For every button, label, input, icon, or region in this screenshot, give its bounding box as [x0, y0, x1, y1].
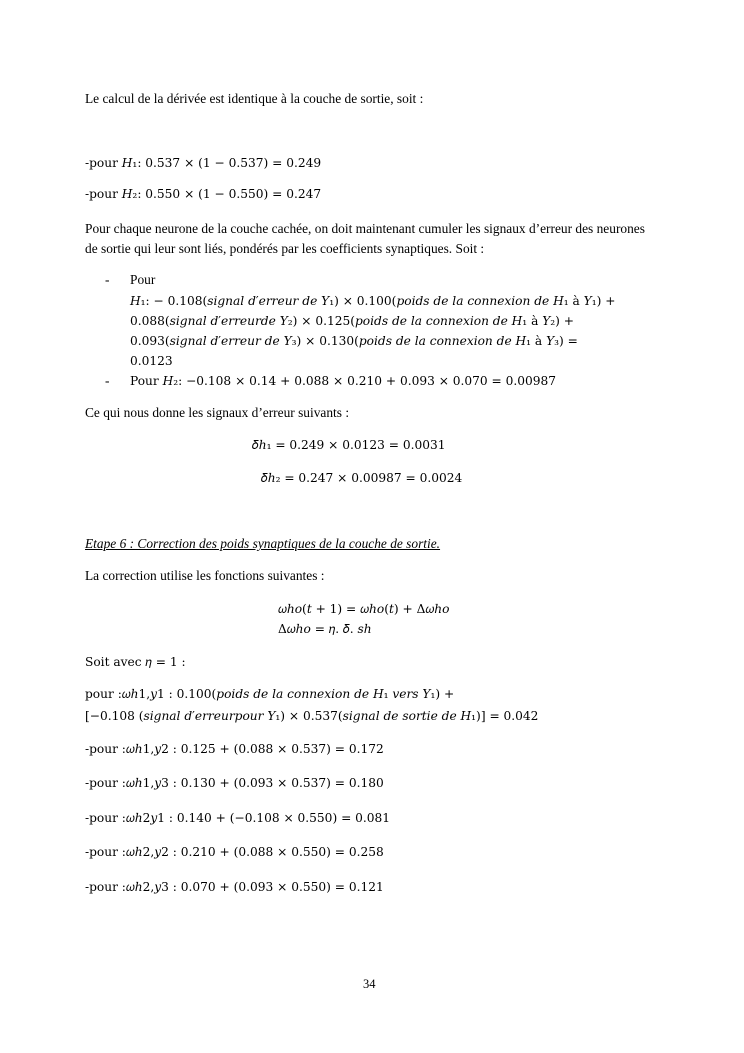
bullet-marker: - [105, 272, 110, 287]
formula-weight-update: 𝜔ℎ𝑜(𝑡 + 1) = 𝜔ℎ𝑜(𝑡) + Δ𝜔ℎ𝑜 [278, 602, 450, 616]
bullet-h1-line5: 0.0123 [130, 354, 173, 368]
weight-h1-y3: -pour :𝜔ℎ1,𝑦3 : 0.130 + (0.093 × 0.537) = 0.180 [85, 776, 384, 790]
formula-delta-weight: Δ𝜔ℎ𝑜 = 𝜂. 𝛿. 𝑠ℎ [278, 622, 372, 636]
weight-h2-y2: -pour :𝜔ℎ2,𝑦2 : 0.210 + (0.088 × 0.550) = 0.258 [85, 845, 384, 859]
signals-intro: Ce qui nous donne les signaux d’erreur suivants : [85, 405, 350, 420]
step-heading: Etape 6 : Correction des poids synaptiques de la couche de sortie. [85, 536, 441, 551]
correction-intro: La correction utilise les fonctions suivantes : [85, 568, 325, 583]
bullet-h1-line1: Pour [130, 272, 156, 287]
weight-h1-y2: -pour :𝜔ℎ1,𝑦2 : 0.125 + (0.088 × 0.537) = 0.172 [85, 742, 384, 756]
weight-h2-y3: -pour :𝜔ℎ2,𝑦3 : 0.070 + (0.093 × 0.550) = 0.121 [85, 880, 384, 894]
intro-text: Le calcul de la dérivée est identique à la couche de sortie, soit : [85, 91, 424, 106]
bullet-h2: Pour 𝐻₂: −0.108 × 0.14 + 0.088 × 0.210 + 0.093 × 0.070 = 0.00987 [130, 374, 557, 388]
delta-h2: 𝛿ℎ₂ = 0.247 × 0.00987 = 0.0024 [261, 471, 463, 485]
bullet-h1-line4: 0.093(𝑠𝑖𝑔𝑛𝑎𝑙 𝑑′𝑒𝑟𝑟𝑒𝑢𝑟 𝑑𝑒 𝑌₃) × 0.130(𝑝𝑜𝑖𝑑𝑠 𝑑𝑒 𝑙𝑎 𝑐𝑜𝑛𝑛𝑒𝑥𝑖𝑜𝑛 𝑑𝑒 𝐻₁ à 𝑌₃) = [130, 334, 578, 348]
weight-h2-y1: -pour :𝜔ℎ2𝑦1 : 0.140 + (−0.108 × 0.550) = 0.081 [85, 811, 391, 825]
bullet-h1-line2: 𝐻₁: − 0.108(𝑠𝑖𝑔𝑛𝑎𝑙 𝑑′𝑒𝑟𝑟𝑒𝑢𝑟 𝑑𝑒 𝑌₁) × 0.100(𝑝𝑜𝑖𝑑𝑠 𝑑𝑒 𝑙𝑎 𝑐𝑜𝑛𝑛𝑒𝑥𝑖𝑜𝑛 𝑑𝑒 𝐻₁ à 𝑌₁) + [130, 294, 616, 308]
page-number: 34 [363, 977, 376, 991]
bullet-h1-line3: 0.088(𝑠𝑖𝑔𝑛𝑎𝑙 𝑑′𝑒𝑟𝑟𝑒𝑢𝑟𝑑𝑒 𝑌₂) × 0.125(𝑝𝑜𝑖𝑑𝑠 𝑑𝑒 𝑙𝑎 𝑐𝑜𝑛𝑛𝑒𝑥𝑖𝑜𝑛 𝑑𝑒 𝐻₁ à 𝑌₂) + [130, 314, 574, 328]
derivative-h2: -pour 𝐻₂: 0.550 × (1 − 0.550) = 0.247 [85, 187, 322, 201]
weight-h1-y1-line2: [−0.108 (𝑠𝑖𝑔𝑛𝑎𝑙 𝑑′𝑒𝑟𝑟𝑒𝑢𝑟𝑝𝑜𝑢𝑟 𝑌₁) × 0.537(𝑠𝑖𝑔𝑛𝑎𝑙 𝑑𝑒 𝑠𝑜𝑟𝑡𝑖𝑒 𝑑𝑒 𝐻₁)] = 0.042 [85, 709, 539, 723]
delta-h1: 𝛿ℎ₁ = 0.249 × 0.0123 = 0.0031 [252, 438, 446, 452]
bullet-marker: - [105, 373, 110, 388]
derivative-h1: -pour 𝐻₁: 0.537 × (1 − 0.537) = 0.249 [85, 156, 322, 170]
weight-h1-y1-line1: pour :𝜔ℎ1,𝑦1 : 0.100(𝑝𝑜𝑖𝑑𝑠 𝑑𝑒 𝑙𝑎 𝑐𝑜𝑛𝑛𝑒𝑥𝑖𝑜𝑛 𝑑𝑒 𝐻₁ 𝑣𝑒𝑟𝑠 𝑌₁) + [85, 687, 455, 701]
eta-line: Soit avec 𝜂 = 1 : [85, 655, 186, 669]
cumulate-paragraph: Pour chaque neurone de la couche cachée, on doit maintenant cumuler les signaux d’erreur des neurones de sortie qui leur sont liés, pondérés par les coefficients synaptiques. Soit : [85, 221, 645, 256]
